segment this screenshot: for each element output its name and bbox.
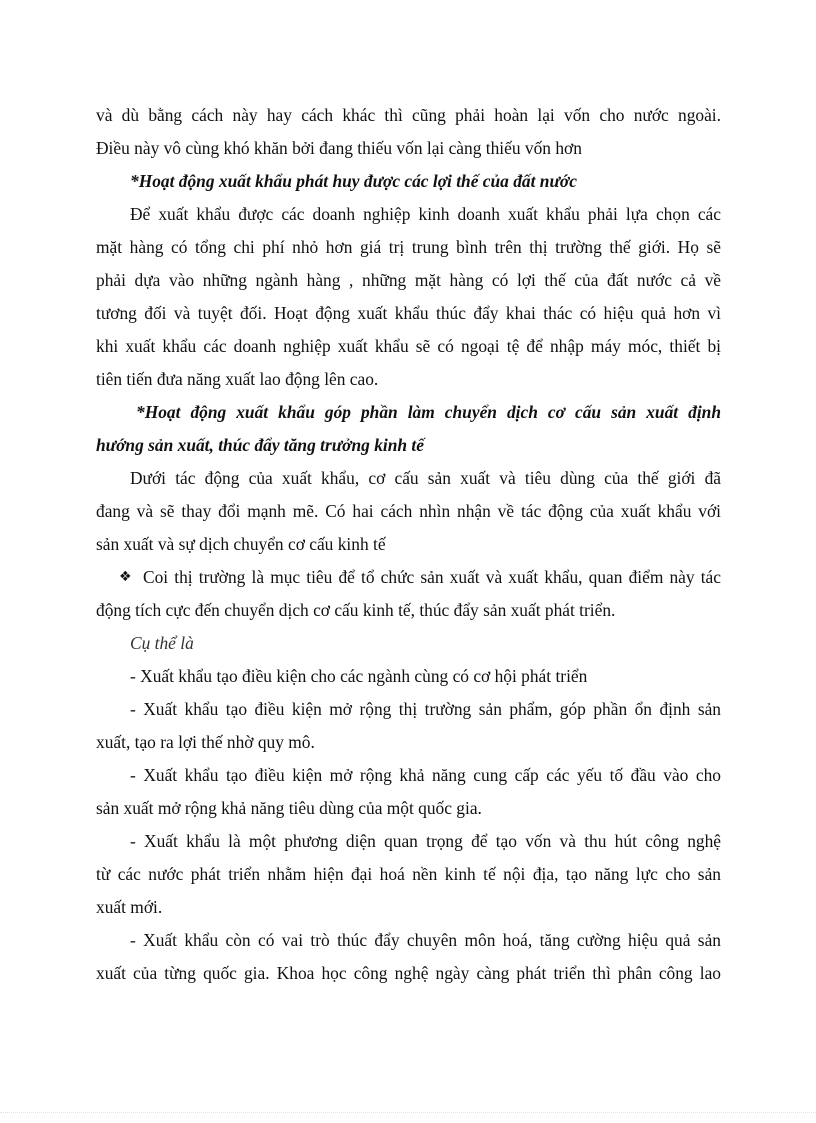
list-item: - Xuất khẩu tạo điều kiện mở rộng khả năng cung cấp các yếu tố đầu vào cho: [130, 765, 721, 785]
list-item: - Xuất khẩu tạo điều kiện mở rộng thị trường sản phẩm, góp phần ổn định sản: [130, 699, 721, 719]
paragraph-line: Điều này vô cùng khó khăn bởi đang thiếu vốn lại càng thiếu vốn hơn: [96, 138, 582, 158]
paragraph-line: phải dựa vào những ngành hàng , những mặt hàng có lợi thế của đất nước cả về: [96, 270, 721, 290]
paragraph-line: tương đối và tuyệt đối. Hoạt động xuất khẩu thúc đẩy khai thác có hiệu quả hơn vì: [96, 303, 721, 323]
page-bottom-divider: [0, 1112, 816, 1113]
paragraph-line: đang và sẽ thay đổi mạnh mẽ. Có hai cách nhìn nhận về tác động của xuất khẩu với: [96, 501, 721, 521]
paragraph-line: khi xuất khẩu các doanh nghiệp xuất khẩu sẽ có ngoại tệ để nhập máy móc, thiết bị: [96, 336, 721, 356]
paragraph-line: sản xuất và sự dịch chuyển cơ cấu kinh tế: [96, 534, 386, 554]
paragraph-line: và dù bằng cách này hay cách khác thì cũng phải hoàn lại vốn cho nước ngoài.: [96, 105, 721, 125]
diamond-bullet-icon: ❖: [119, 569, 132, 585]
paragraph-line: động tích cực đến chuyển dịch cơ cấu kinh tế, thúc đẩy sản xuất phát triển.: [96, 600, 616, 620]
list-item: - Xuất khẩu tạo điều kiện cho các ngành cùng có cơ hội phát triển: [130, 666, 588, 686]
section-heading: *Hoạt động xuất khẩu phát huy được các lợi thế của đất nước: [130, 171, 577, 191]
section-heading: *Hoạt động xuất khẩu góp phần làm chuyển dịch cơ cấu sản xuất định: [136, 402, 721, 422]
bullet-text: Coi thị trường là mục tiêu để tổ chức sản xuất và xuất khẩu, quan điểm này tác: [143, 567, 721, 587]
paragraph-line: sản xuất mở rộng khả năng tiêu dùng của một quốc gia.: [96, 798, 482, 818]
paragraph-line: xuất của từng quốc gia. Khoa học công nghệ ngày càng phát triển thì phân công lao: [96, 963, 721, 983]
section-heading: hướng sản xuất, thúc đẩy tăng trưởng kinh tế: [96, 435, 424, 455]
list-item: - Xuất khẩu là một phương diện quan trọng để tạo vốn và thu hút công nghệ: [130, 831, 721, 851]
paragraph-line: Dưới tác động của xuất khẩu, cơ cấu sản xuất và tiêu dùng của thế giới đã: [130, 468, 721, 488]
subheading: Cụ thể là: [130, 633, 194, 653]
paragraph-line: xuất mới.: [96, 897, 163, 917]
paragraph-line: tiên tiến đưa năng xuất lao động lên cao.: [96, 369, 379, 389]
document-body: [96, 99, 721, 990]
paragraph-line: xuất, tạo ra lợi thế nhờ quy mô.: [96, 732, 315, 752]
paragraph-line: mặt hàng có tổng chi phí nhỏ hơn giá trị trung bình trên thị trường thế giới. Họ sẽ: [96, 237, 721, 257]
paragraph-line: Để xuất khẩu được các doanh nghiệp kinh doanh xuất khẩu phải lựa chọn các: [130, 204, 721, 224]
paragraph-line: từ các nước phát triển nhằm hiện đại hoá nền kinh tế nội địa, tạo năng lực cho sản: [96, 864, 721, 884]
bullet-item: [96, 561, 721, 594]
list-item: - Xuất khẩu còn có vai trò thúc đẩy chuyên môn hoá, tăng cường hiệu quả sản: [130, 930, 721, 950]
